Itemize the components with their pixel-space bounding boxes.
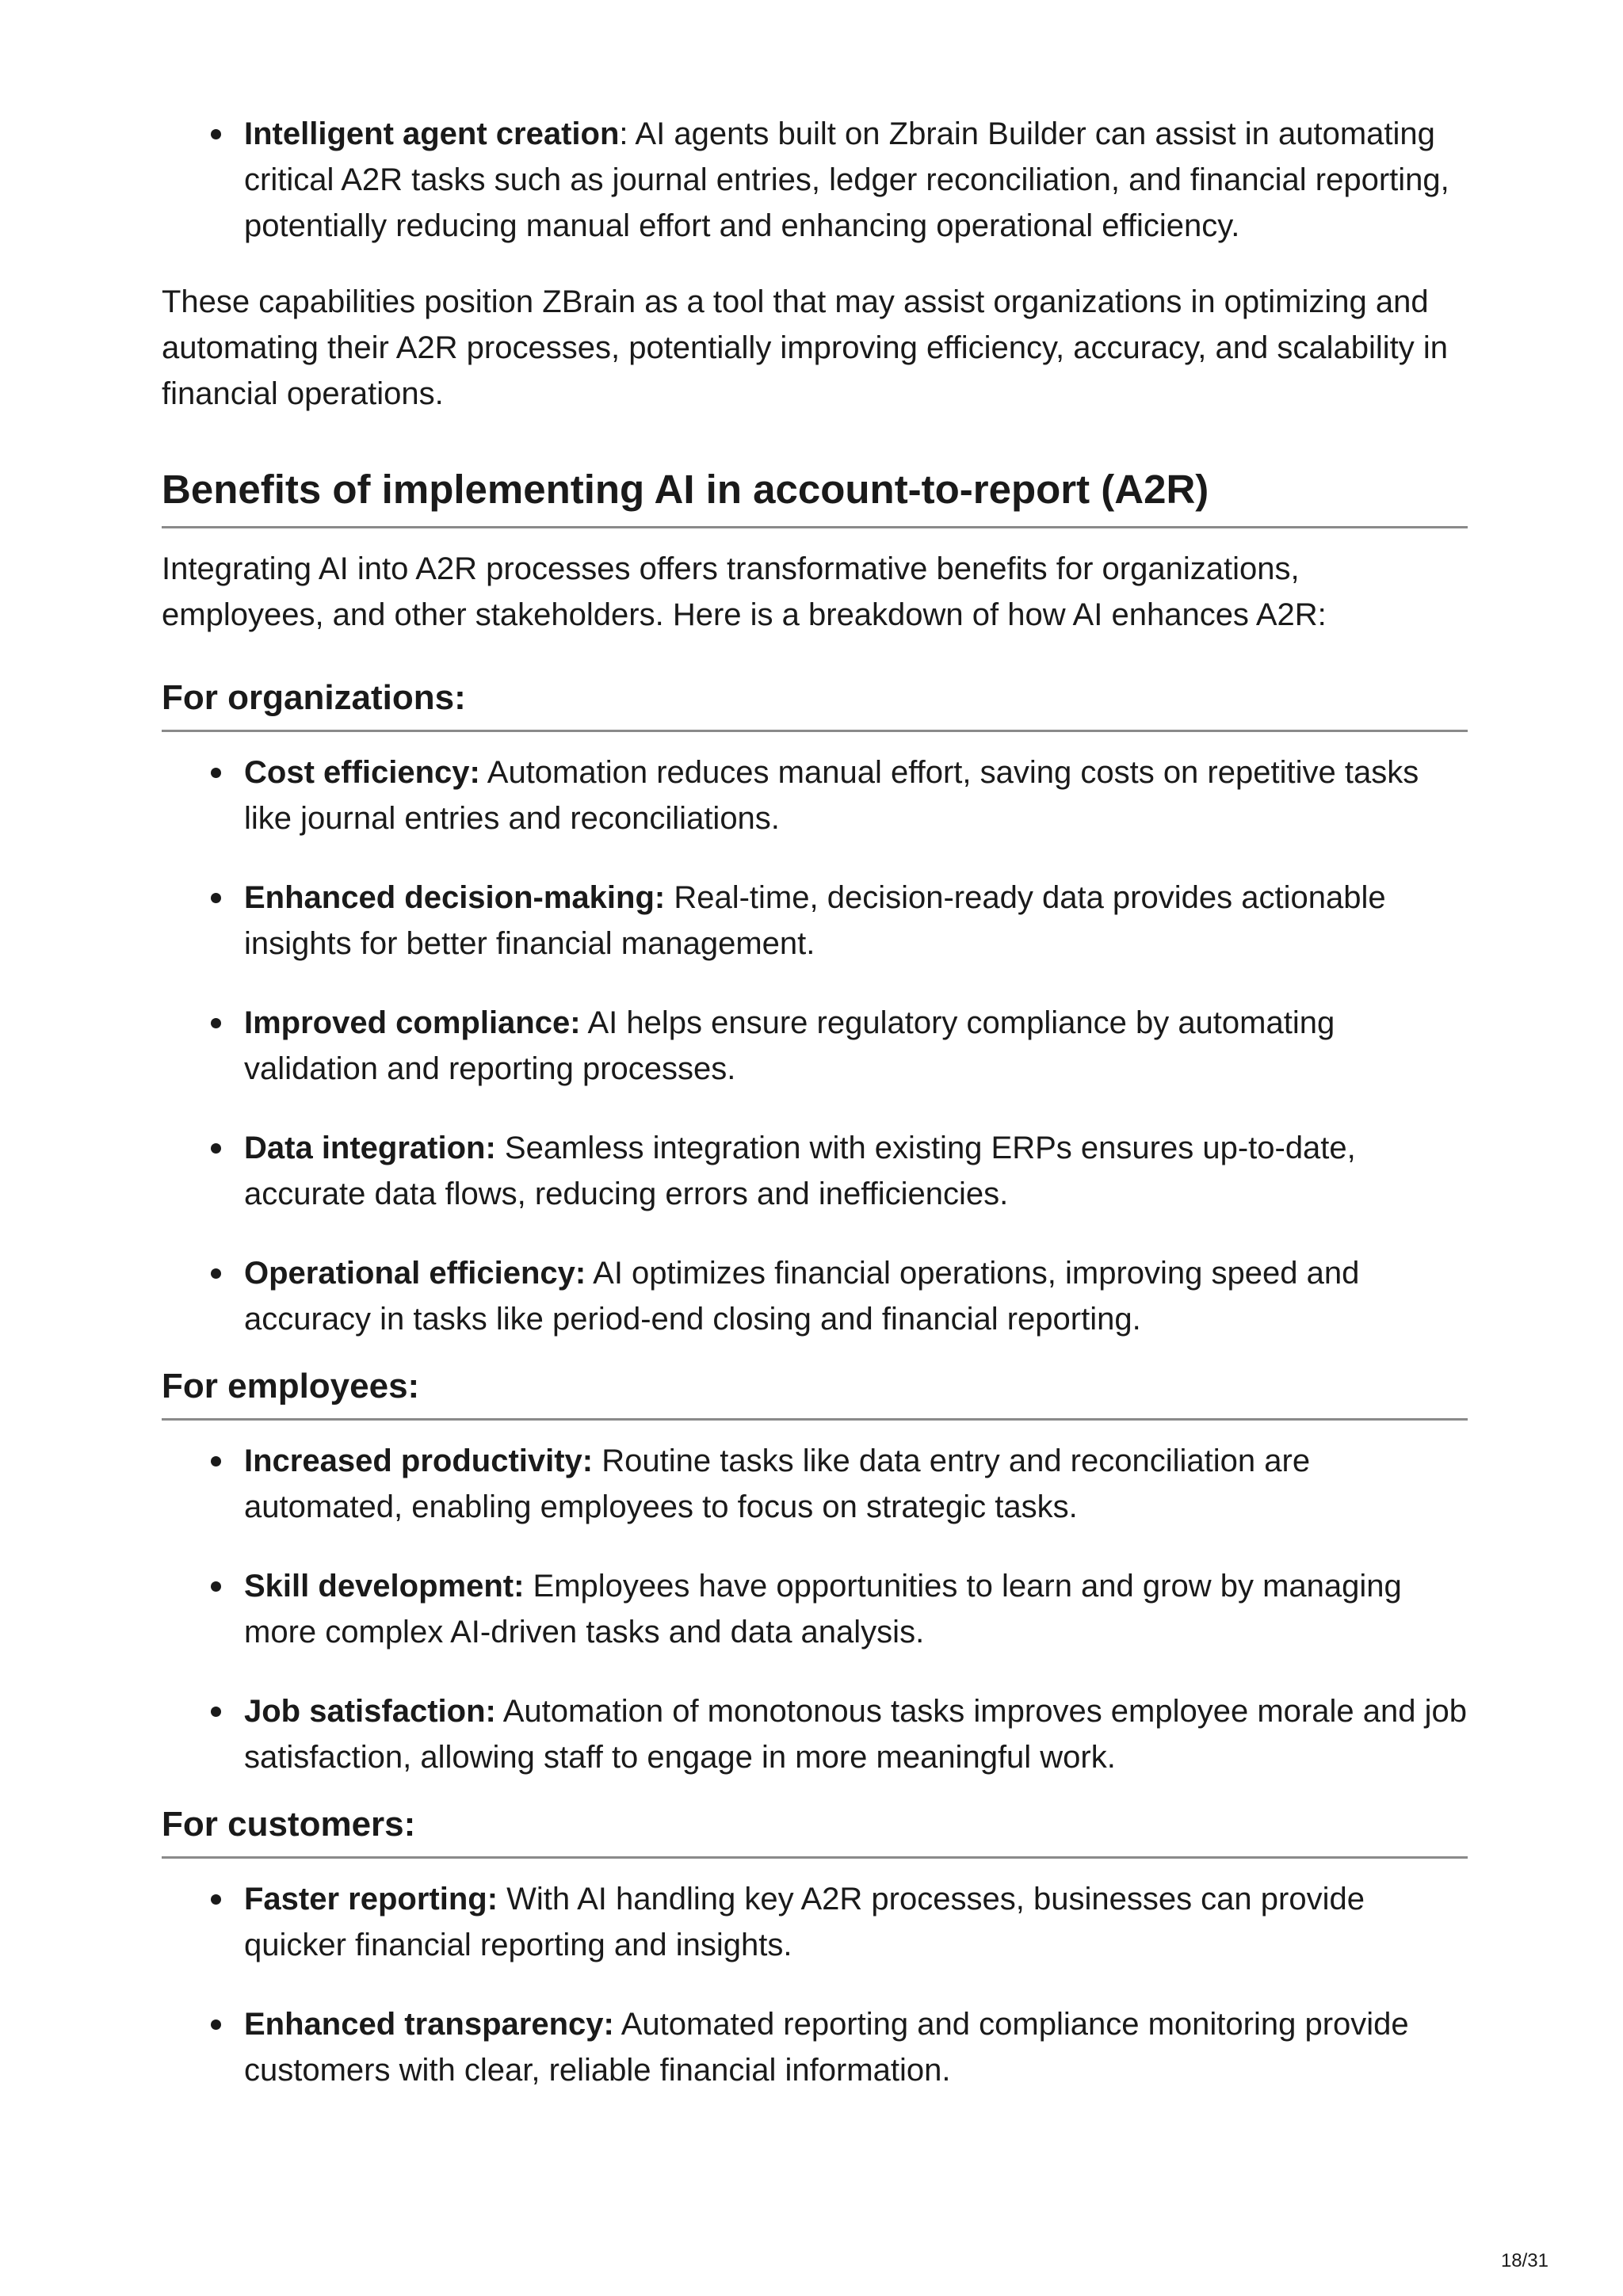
list-item	[162, 2001, 1468, 2093]
list-item	[162, 1438, 1468, 1530]
customers-list	[162, 1876, 1468, 2093]
bullet-text: Automation reduces manual effort, saving costs on repetitive tasks like journal entries and reconciliations.	[244, 755, 1419, 836]
organizations-list	[162, 749, 1468, 1342]
bullet-term: Cost efficiency:	[244, 755, 480, 790]
list-item	[162, 1125, 1468, 1217]
bullet-text: : AI agents built on Zbrain Builder can assist in automating critical A2R tasks such as journal entries, ledger reconciliation, and financial reporting, potentially reducing manual effort and enhancing operational efficiency.	[244, 116, 1449, 243]
bullet-text: AI optimizes financial operations, improving speed and accuracy in tasks like period-end closing and financial reporting.	[244, 1256, 1360, 1337]
list-item	[162, 749, 1468, 841]
employees-heading: For employees:	[162, 1366, 1468, 1421]
bullet-text: With AI handling key A2R processes, businesses can provide quicker financial reporting and insights.	[244, 1882, 1365, 1962]
list-item	[162, 1563, 1468, 1655]
intro-paragraph: These capabilities position ZBrain as a tool that may assist organizations in optimizing and automating their A2R processes, potentially improving efficiency, accuracy, and scalability in financial operations.	[162, 284, 1449, 411]
customers-heading: For customers:	[162, 1804, 1468, 1859]
document-page	[162, 111, 1468, 2093]
list-item	[162, 1688, 1468, 1780]
bullet-text: AI helps ensure regulatory compliance by automating validation and reporting processes.	[244, 1005, 1335, 1086]
bullet-term: Operational efficiency:	[244, 1256, 586, 1291]
list-item	[162, 1000, 1468, 1092]
intro-bullet-list	[162, 111, 1468, 249]
bullet-text: Seamless integration with existing ERPs ensures up-to-date, accurate data flows, reducing errors and inefficiencies.	[244, 1131, 1356, 1211]
bullet-text: Real-time, decision-ready data provides actionable insights for better financial management.	[244, 880, 1386, 961]
bullet-term: Intelligent agent creation	[244, 116, 620, 151]
organizations-heading: For organizations:	[162, 677, 1468, 732]
employees-list	[162, 1438, 1468, 1780]
list-item	[162, 111, 1468, 249]
bullet-term: Skill development:	[244, 1569, 525, 1604]
bullet-term: Enhanced decision-making:	[244, 880, 666, 915]
bullet-term: Job satisfaction:	[244, 1694, 496, 1729]
bullet-term: Data integration:	[244, 1131, 496, 1165]
list-item	[162, 1250, 1468, 1342]
benefits-intro: Integrating AI into A2R processes offers transformative benefits for organizations, employees, and other stakeholders. Here is a breakdown of how AI enhances A2R:	[162, 551, 1327, 632]
list-item	[162, 875, 1468, 967]
bullet-term: Faster reporting:	[244, 1882, 498, 1917]
benefits-heading: Benefits of implementing AI in account-to-report (A2R)	[162, 466, 1468, 528]
page-number: 18/31	[1500, 2250, 1549, 2271]
bullet-term: Increased productivity:	[244, 1444, 594, 1478]
bullet-text: Employees have opportunities to learn and grow by managing more complex AI-driven tasks and data analysis.	[244, 1569, 1402, 1650]
bullet-text: Automated reporting and compliance monitoring provide customers with clear, reliable financial information.	[244, 2007, 1409, 2088]
list-item	[162, 1876, 1468, 1968]
bullet-term: Improved compliance:	[244, 1005, 581, 1040]
bullet-text: Routine tasks like data entry and reconciliation are automated, enabling employees to focus on strategic tasks.	[244, 1444, 1311, 1524]
bullet-term: Enhanced transparency:	[244, 2007, 614, 2042]
bullet-text: Automation of monotonous tasks improves employee morale and job satisfaction, allowing staff to engage in more meaningful work.	[244, 1694, 1467, 1775]
